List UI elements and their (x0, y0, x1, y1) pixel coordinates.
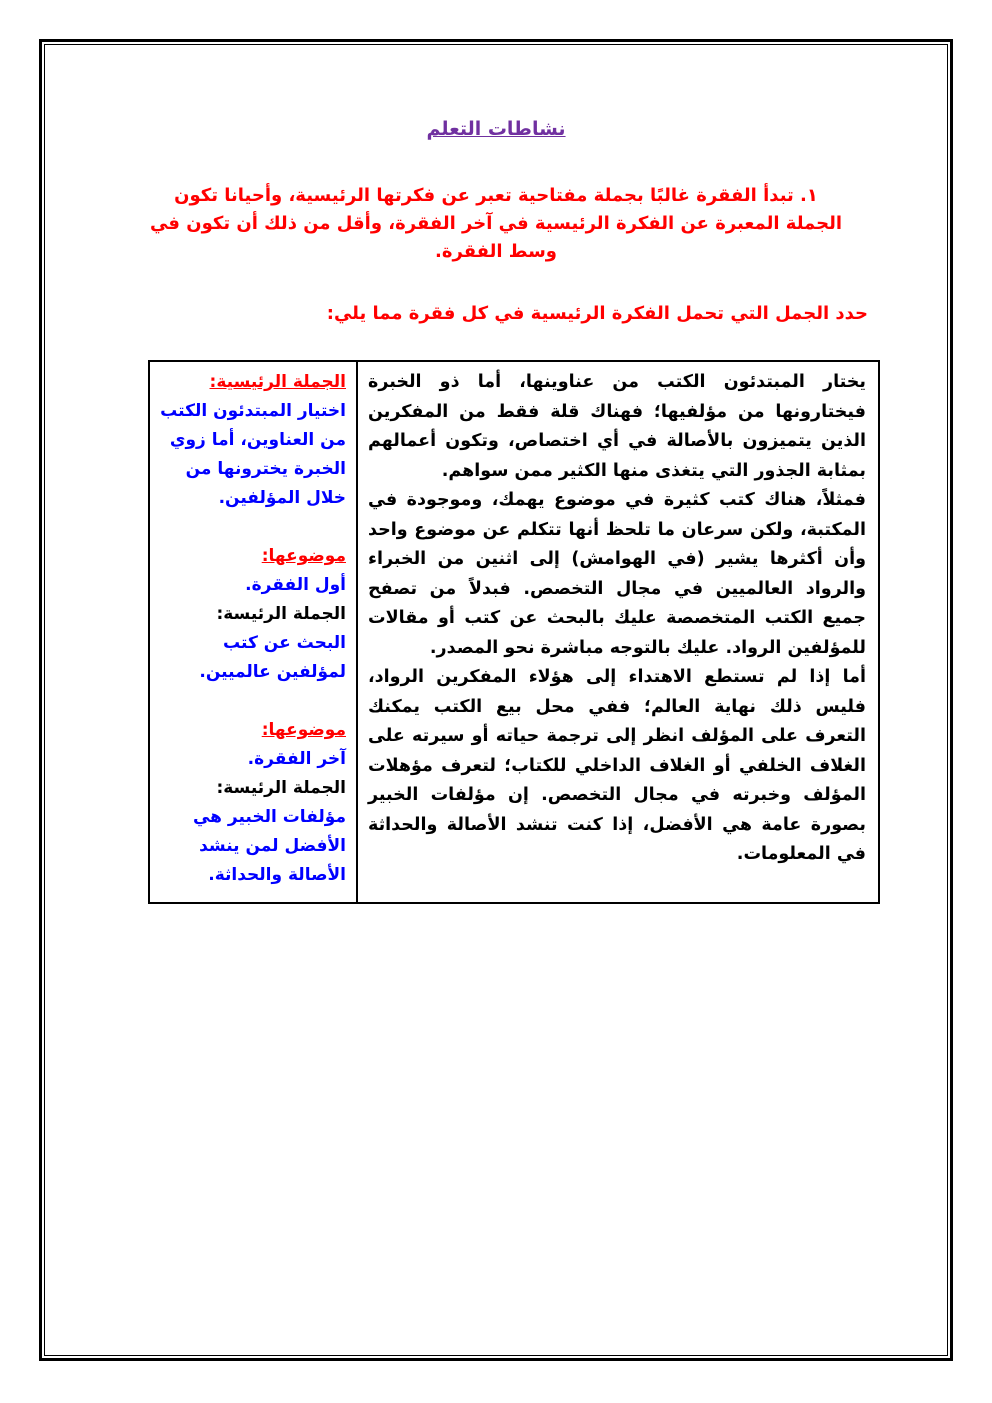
answer-line: أول الفقرة. (245, 575, 346, 595)
answers-text (158, 368, 346, 890)
page-content (46, 46, 946, 1356)
answer-line (158, 687, 346, 716)
answer-line: الجملة الرئيسية: (209, 372, 346, 392)
answer-line: آخر الفقرة. (247, 749, 346, 769)
passage-table (148, 360, 880, 904)
answer-line: الجملة الرئيسة: (216, 604, 346, 624)
instruction-text: حدد الجمل التي تحمل الفكرة الرئيسية في كل فقرة مما يلي: (326, 303, 868, 324)
answers-cell (149, 361, 357, 903)
answer-line: مؤلفات الخبير هي الأفضل لمن ينشد الأصالة والحداثة. (192, 807, 346, 885)
answer-line: الجملة الرئيسة: (216, 778, 346, 798)
intro-paragraph (46, 182, 946, 266)
answer-line: موضوعها: (261, 720, 346, 740)
passage-paragraph: فمثلاً، هناك كتب كثيرة في موضوع يهمك، وموجودة في المكتبة، ولكن سرعان ما تلحظ أنها تتكلم عن موضوع واحد وأن أكثرها يشير (في الهوامش) إلى اثنين من الخبراء والرواد العالميين في مجال التخصص. فبدلاً من تصفح جميع الكتب المتخصصة عليك بالبحث عن كتب أو مقالات للمؤلفين الرواد. عليك بالتوجه مباشرة نحو المصدر. (368, 490, 866, 658)
answer-line: موضوعها: (261, 546, 346, 566)
answer-line: اختيار المبتدئون الكتب من العناوين، أما زوي الخبرة يخترونها من خلال المؤلفين. (160, 401, 346, 508)
passage-paragraph: أما إذا لم تستطع الاهتداء إلى هؤلاء المفكرين الرواد، فليس ذلك نهاية العالم؛ ففي محل بيع الكتب يمكنك التعرف على المؤلف انظر إلى ترجمة حياته أو سيرته على الغلاف الخلفي أو الغلاف الداخلي للكتاب؛ لتعرف مؤهلات المؤلف وخبرته في مجال التخصص. إن مؤلفات الخبير بصورة عامة هي الأفضل، إذا كنت تنشد الأصالة والحداثة في المعلومات. (368, 667, 866, 864)
intro-line: ١. تبدأ الفقرة غالبًا بجملة مفتاحية تعبر عن فكرتها الرئيسية، وأحيانا تكون (174, 185, 818, 206)
passage-cell (357, 361, 879, 903)
page-title: نشاطات التعلم (426, 118, 566, 140)
answer-line (158, 513, 346, 542)
answer-line: البحث عن كتب لمؤلفين عالميين. (199, 633, 346, 682)
passage-text (368, 368, 866, 870)
passage-paragraph: يختار المبتدئون الكتب من عناوينها، أما ذو الخبرة فيختارونها من مؤلفيها؛ فهناك قلة فقط من المفكرين الذين يتميزون بالأصالة في أي اختصاص، وتكون أعمالهم بمثابة الجذور التي يتغذى منها الكثير ممن سواهم. (368, 372, 866, 481)
intro-line: الجملة المعبرة عن الفكرة الرئيسية في آخر الفقرة، وأقل من ذلك أن تكون في (149, 213, 843, 234)
intro-line: وسط الفقرة. (435, 241, 557, 262)
table-row (149, 361, 879, 903)
